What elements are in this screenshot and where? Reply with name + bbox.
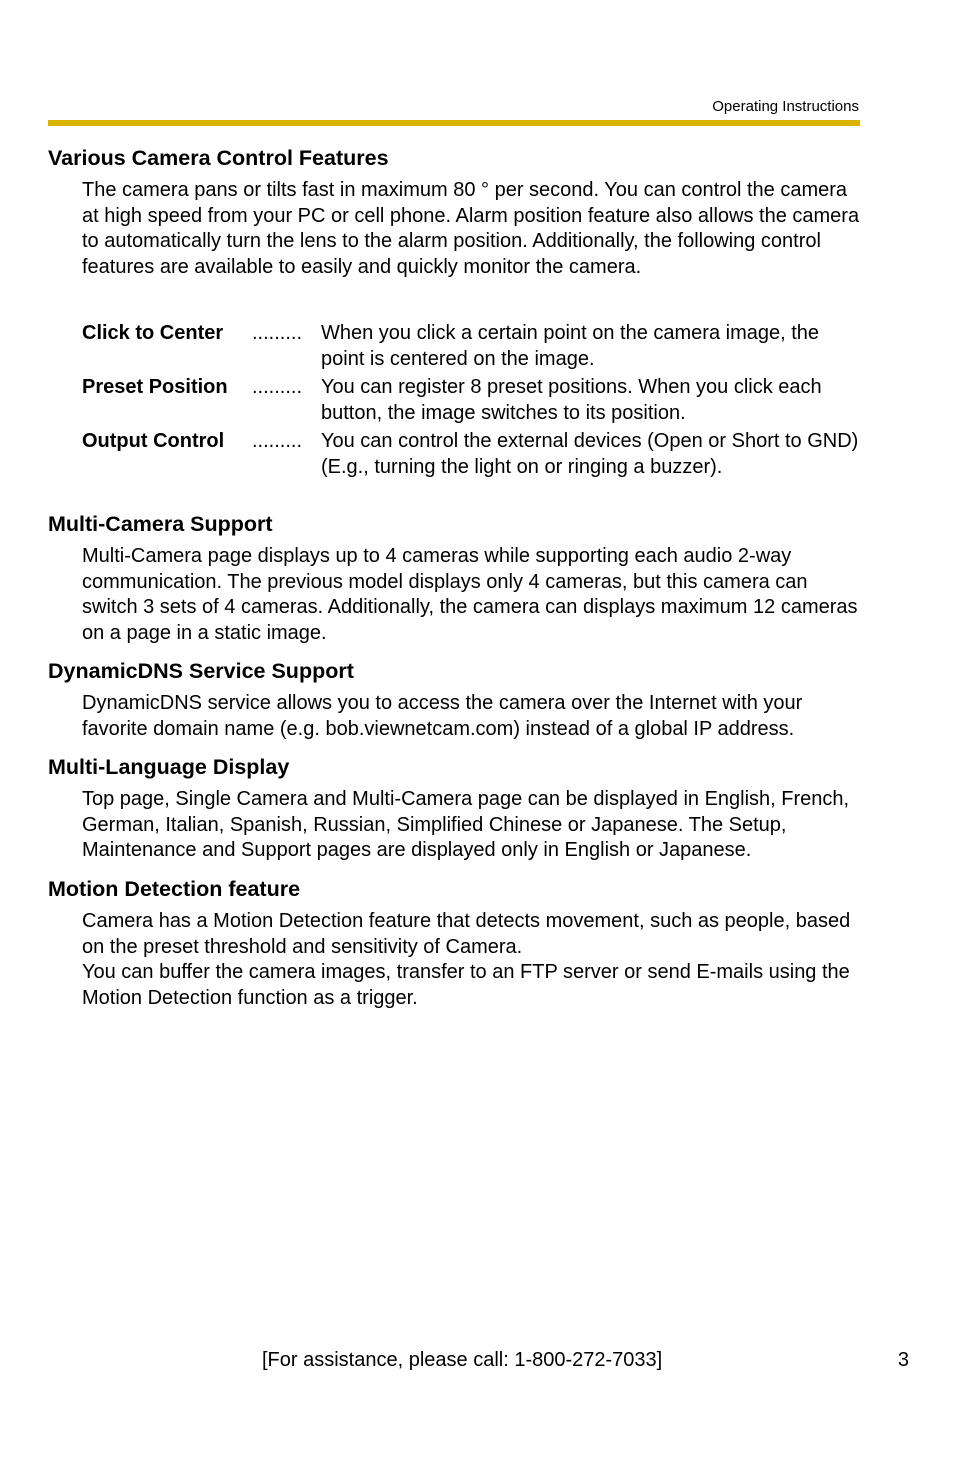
section-body-dynamicdns: DynamicDNS service allows you to access the camera over the Internet with your favorite domain name (e.g. bob.viewnetcam.com) instead of a global IP address. xyxy=(82,692,803,740)
section-body-motion-detection-1: Camera has a Motion Detection feature that detects movement, such as people, based on the preset threshold and sensitivity of Camera. xyxy=(82,910,851,958)
section-body-multi-language: Top page, Single Camera and Multi-Camera page can be displayed in English, French, German, Italian, Spanish, Russian, Simplified Chinese or Japanese. The Setup, Maintenance and Support pages are displayed only in English or Japanese. xyxy=(82,788,850,861)
feature-term: Click to Center xyxy=(82,322,224,344)
section-title-motion-detection: Motion Detection feature xyxy=(48,877,301,901)
section-body-camera-control: The camera pans or tilts fast in maximum 80 ° per second. You can control the camera at high speed from your PC or cell phone. Alarm position feature also allows the camera to automatically turn the lens to the alarm position. Additionally, the following control features are available to easily and quickly monitor the camera. xyxy=(82,179,860,278)
page-number: 3 xyxy=(897,1349,909,1371)
leader-dots: ......... xyxy=(252,376,303,398)
section-body-multi-camera: Multi-Camera page displays up to 4 cameras while supporting each audio 2-way communication. The previous model displays only 4 cameras, but this camera can switch 3 sets of 4 cameras. Additionally, the camera can displays maximum 12 cameras on a page in a static image. xyxy=(82,545,858,644)
feature-row-click-to-center xyxy=(82,321,862,372)
running-header: Operating Instructions xyxy=(712,98,859,115)
leader-dots: ......... xyxy=(252,430,303,452)
section-body-motion-detection-2: You can buffer the camera images, transfer to an FTP server or send E-mails using the Motion Detection function as a trigger. xyxy=(82,961,850,1009)
header-rule xyxy=(48,120,860,126)
feature-term: Output Control xyxy=(82,430,225,452)
feature-list xyxy=(82,321,862,483)
feature-description: You can register 8 preset positions. When you click each button, the image switches to its position. xyxy=(321,376,822,424)
feature-description: When you click a certain point on the camera image, the point is centered on the image. xyxy=(321,322,820,370)
feature-term: Preset Position xyxy=(82,376,228,398)
feature-description: You can control the external devices (Open or Short to GND) (E.g., turning the light on or ringing a buzzer). xyxy=(321,430,859,478)
section-title-multi-camera: Multi-Camera Support xyxy=(48,512,273,536)
section-title-dynamicdns: DynamicDNS Service Support xyxy=(48,659,354,683)
feature-row-output-control xyxy=(82,429,862,480)
feature-row-preset-position xyxy=(82,375,862,426)
section-title-camera-control: Various Camera Control Features xyxy=(48,146,389,170)
footer-assistance: [For assistance, please call: 1-800-272-7033] xyxy=(262,1349,663,1371)
section-title-multi-language: Multi-Language Display xyxy=(48,755,290,779)
leader-dots: ......... xyxy=(252,322,303,344)
